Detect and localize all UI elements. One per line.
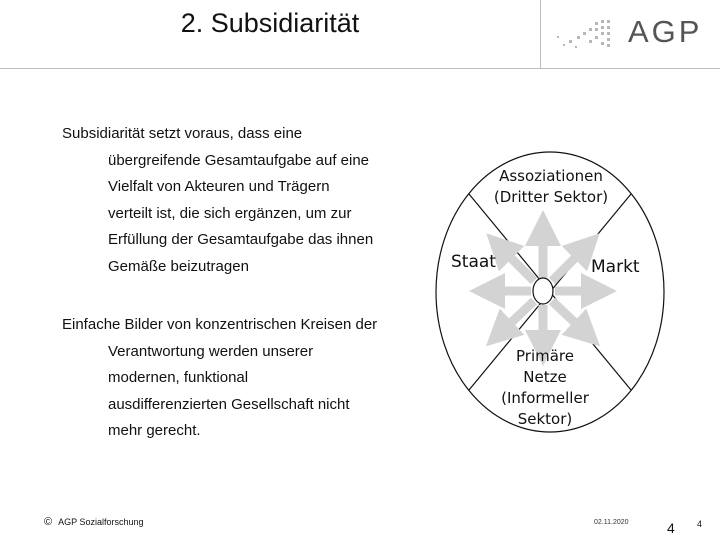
page-number-small: 4 — [697, 519, 703, 529]
footer-copyright — [44, 516, 144, 528]
title-divider — [540, 0, 541, 68]
paragraph-line: mehr gerecht. — [108, 422, 201, 439]
label-state: Staat — [451, 252, 496, 272]
paragraph-line: Vielfalt von Akteuren und Trägern — [108, 178, 330, 195]
footer-date: 02.11.2020 — [594, 519, 629, 526]
copyright-icon: © — [44, 516, 53, 528]
paragraph-line: modernen, funktional — [108, 369, 249, 386]
paragraph-line: übergreifende Gesamtaufgabe auf eine — [108, 151, 370, 169]
page-number: 4 — [667, 520, 675, 536]
arrow-up-right — [552, 246, 587, 281]
paragraph-subsidiarity — [62, 121, 442, 280]
paragraph-line: Erfüllung der Gesamtaufgabe das ihnen — [108, 231, 374, 248]
paragraph-line: Gemäße beizutragen — [108, 257, 249, 275]
paragraph-line: verteilt ist, die sich ergänzen, um zur — [108, 204, 352, 222]
diagram-center-circle — [533, 278, 553, 304]
title-underline — [0, 68, 720, 69]
paragraph-line: Verantwortung werden unserer — [108, 342, 314, 360]
paragraph-concentric-circles — [62, 312, 442, 445]
arrow-down-right — [552, 301, 587, 334]
label-associations: Assoziationen (Dritter Sektor) — [493, 167, 609, 206]
label-market: Markt — [591, 257, 640, 277]
welfare-mix-diagram — [435, 150, 665, 450]
paragraph-line: ausdifferenzierten Gesellschaft nicht — [108, 395, 350, 413]
logo-text: AGP — [628, 14, 703, 49]
footer-company: AGP Sozialforschung — [58, 517, 144, 527]
paragraph-line: Einfache Bilder von konzentrischen Kreisen der — [62, 316, 378, 333]
slide-title: 2. Subsidiarität — [180, 8, 360, 38]
paragraph-line: Subsidiarität setzt voraus, dass eine — [62, 125, 303, 142]
label-primary-networks: Primäre Netze (Informeller Sektor) — [501, 347, 589, 428]
